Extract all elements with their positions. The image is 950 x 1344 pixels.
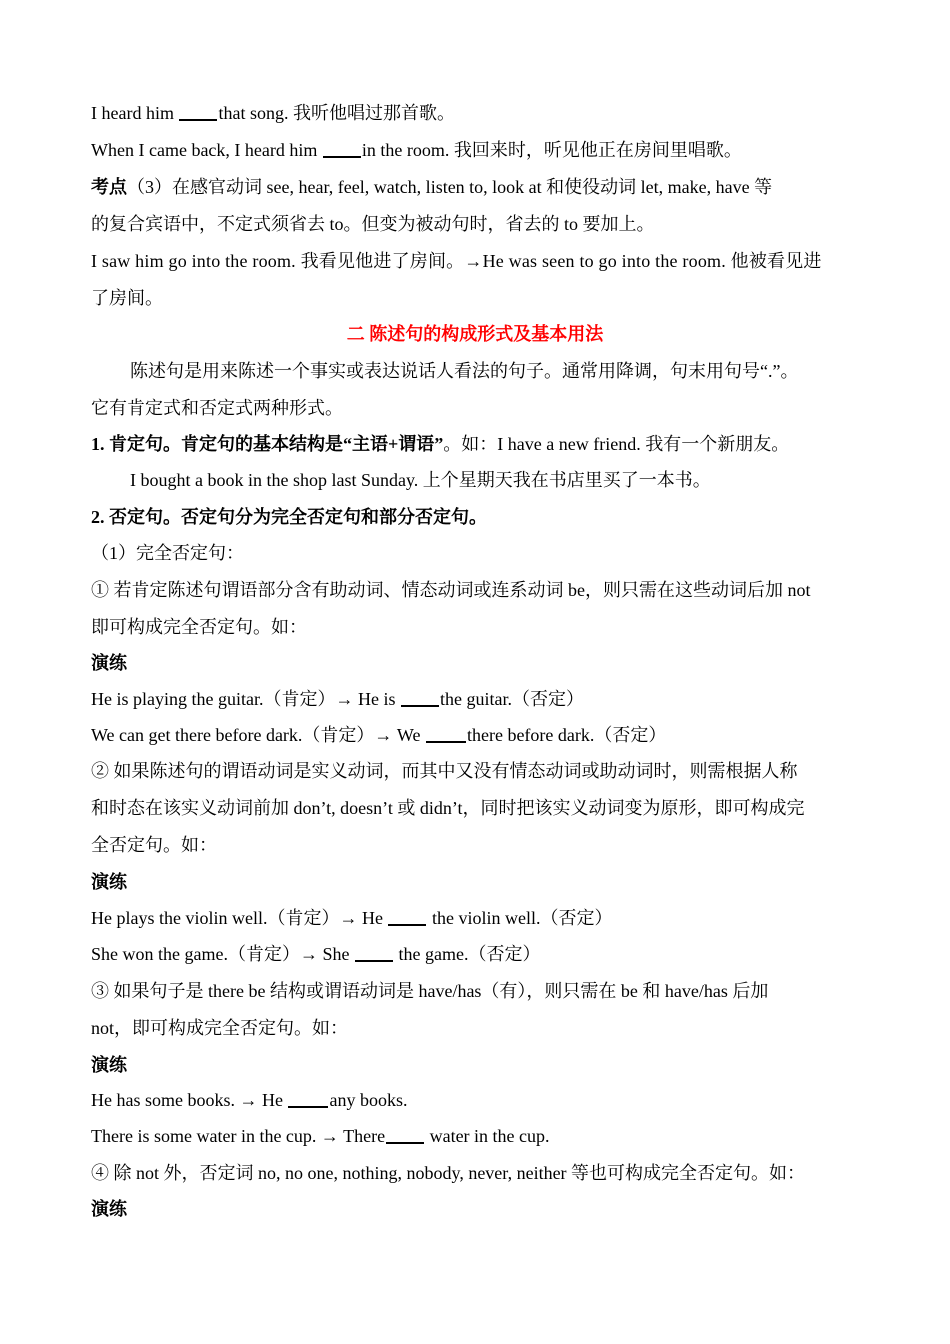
fill-blank[interactable] [388, 908, 426, 926]
affirmative-example: I bought a book in the shop last Sunday. 上个星期天我在书店里买了一本书。 [130, 470, 711, 490]
fill-blank[interactable] [355, 944, 393, 962]
rule-2-continued: 和时态在该实义动词前加 don’t, doesn’t 或 didn’t，同时把该实义动词变为原形，即可构成完 [91, 798, 805, 818]
drill-heading: 演练 [91, 1055, 127, 1075]
rule-2-end: 全否定句。如： [91, 835, 217, 855]
drill-books: He has some books. → He any books. [91, 1090, 408, 1110]
drill-heading: 演练 [91, 872, 127, 892]
fill-blank[interactable] [386, 1126, 424, 1144]
example-saw-him: I saw him go into the room. 我看见他进了房间。→He was seen to go into the room. 他被看见进 [91, 251, 822, 271]
rule-3-continued: not，即可构成完全否定句。如： [91, 1018, 348, 1038]
key-point-3-continued: 的复合宾语中，不定式须省去 to。但变为被动句时，省去的 to 要加上。 [91, 214, 655, 234]
drill-heading: 演练 [91, 1199, 127, 1219]
fill-blank[interactable] [288, 1090, 328, 1108]
rule-1: ① 若肯定陈述句谓语部分含有助动词、情态动词或连系动词 be，则只需在这些动词后加 not [91, 580, 811, 600]
fill-blank[interactable] [323, 140, 361, 158]
rule-4: ④ 除 not 外，否定词 no, no one, nothing, nobody, never, neither 等也可构成完全否定句。如： [91, 1163, 806, 1183]
drill-before-dark: We can get there before dark.（肯定）→ We there before dark.（否定） [91, 725, 667, 745]
complete-negative-label: （1）完全否定句： [91, 543, 244, 563]
intro-paragraph: 陈述句是用来陈述一个事实或表达说话人看法的句子。通常用降调，句末用句号“.”。 [130, 361, 799, 381]
section-heading: 二 陈述句的构成形式及基本用法 [346, 324, 604, 344]
negative-definition: 2. 否定句。否定句分为完全否定句和部分否定句。 [91, 507, 487, 527]
example-saw-him-continued: 了房间。 [91, 288, 163, 308]
rule-2: ② 如果陈述句的谓语动词是实义动词，而其中又没有情态动词或助动词时，则需根据人称 [91, 761, 798, 781]
fill-blank[interactable] [401, 689, 439, 707]
rule-1-continued: 即可构成完全否定句。如： [91, 617, 307, 637]
fill-blank[interactable] [426, 725, 466, 743]
fill-blank[interactable] [179, 103, 217, 121]
key-point-3: 考点（3）在感官动词 see, hear, feel, watch, listen to, look at 和使役动词 let, make, have 等 [91, 177, 773, 197]
example-line-came-back: When I came back, I heard him in the room. 我回来时，听见他正在房间里唱歌。 [91, 140, 742, 160]
drill-water: There is some water in the cup. → There water in the cup. [91, 1126, 550, 1146]
intro-paragraph-continued: 它有肯定式和否定式两种形式。 [91, 398, 343, 418]
drill-heading: 演练 [91, 653, 127, 673]
drill-game: She won the game.（肯定）→ She the game.（否定） [91, 944, 541, 964]
example-line-heard-sang: I heard him that song. 我听他唱过那首歌。 [91, 103, 455, 123]
drill-guitar: He is playing the guitar.（肯定）→ He is the guitar.（否定） [91, 689, 584, 709]
rule-3: ③ 如果句子是 there be 结构或谓语动词是 have/has（有），则只需在 be 和 have/has 后加 [91, 981, 769, 1001]
drill-violin: He plays the violin well.（肯定）→ He the violin well.（否定） [91, 908, 613, 928]
affirmative-definition: 1. 肯定句。肯定句的基本结构是“主语+谓语”。如：I have a new friend. 我有一个新朋友。 [91, 434, 790, 454]
